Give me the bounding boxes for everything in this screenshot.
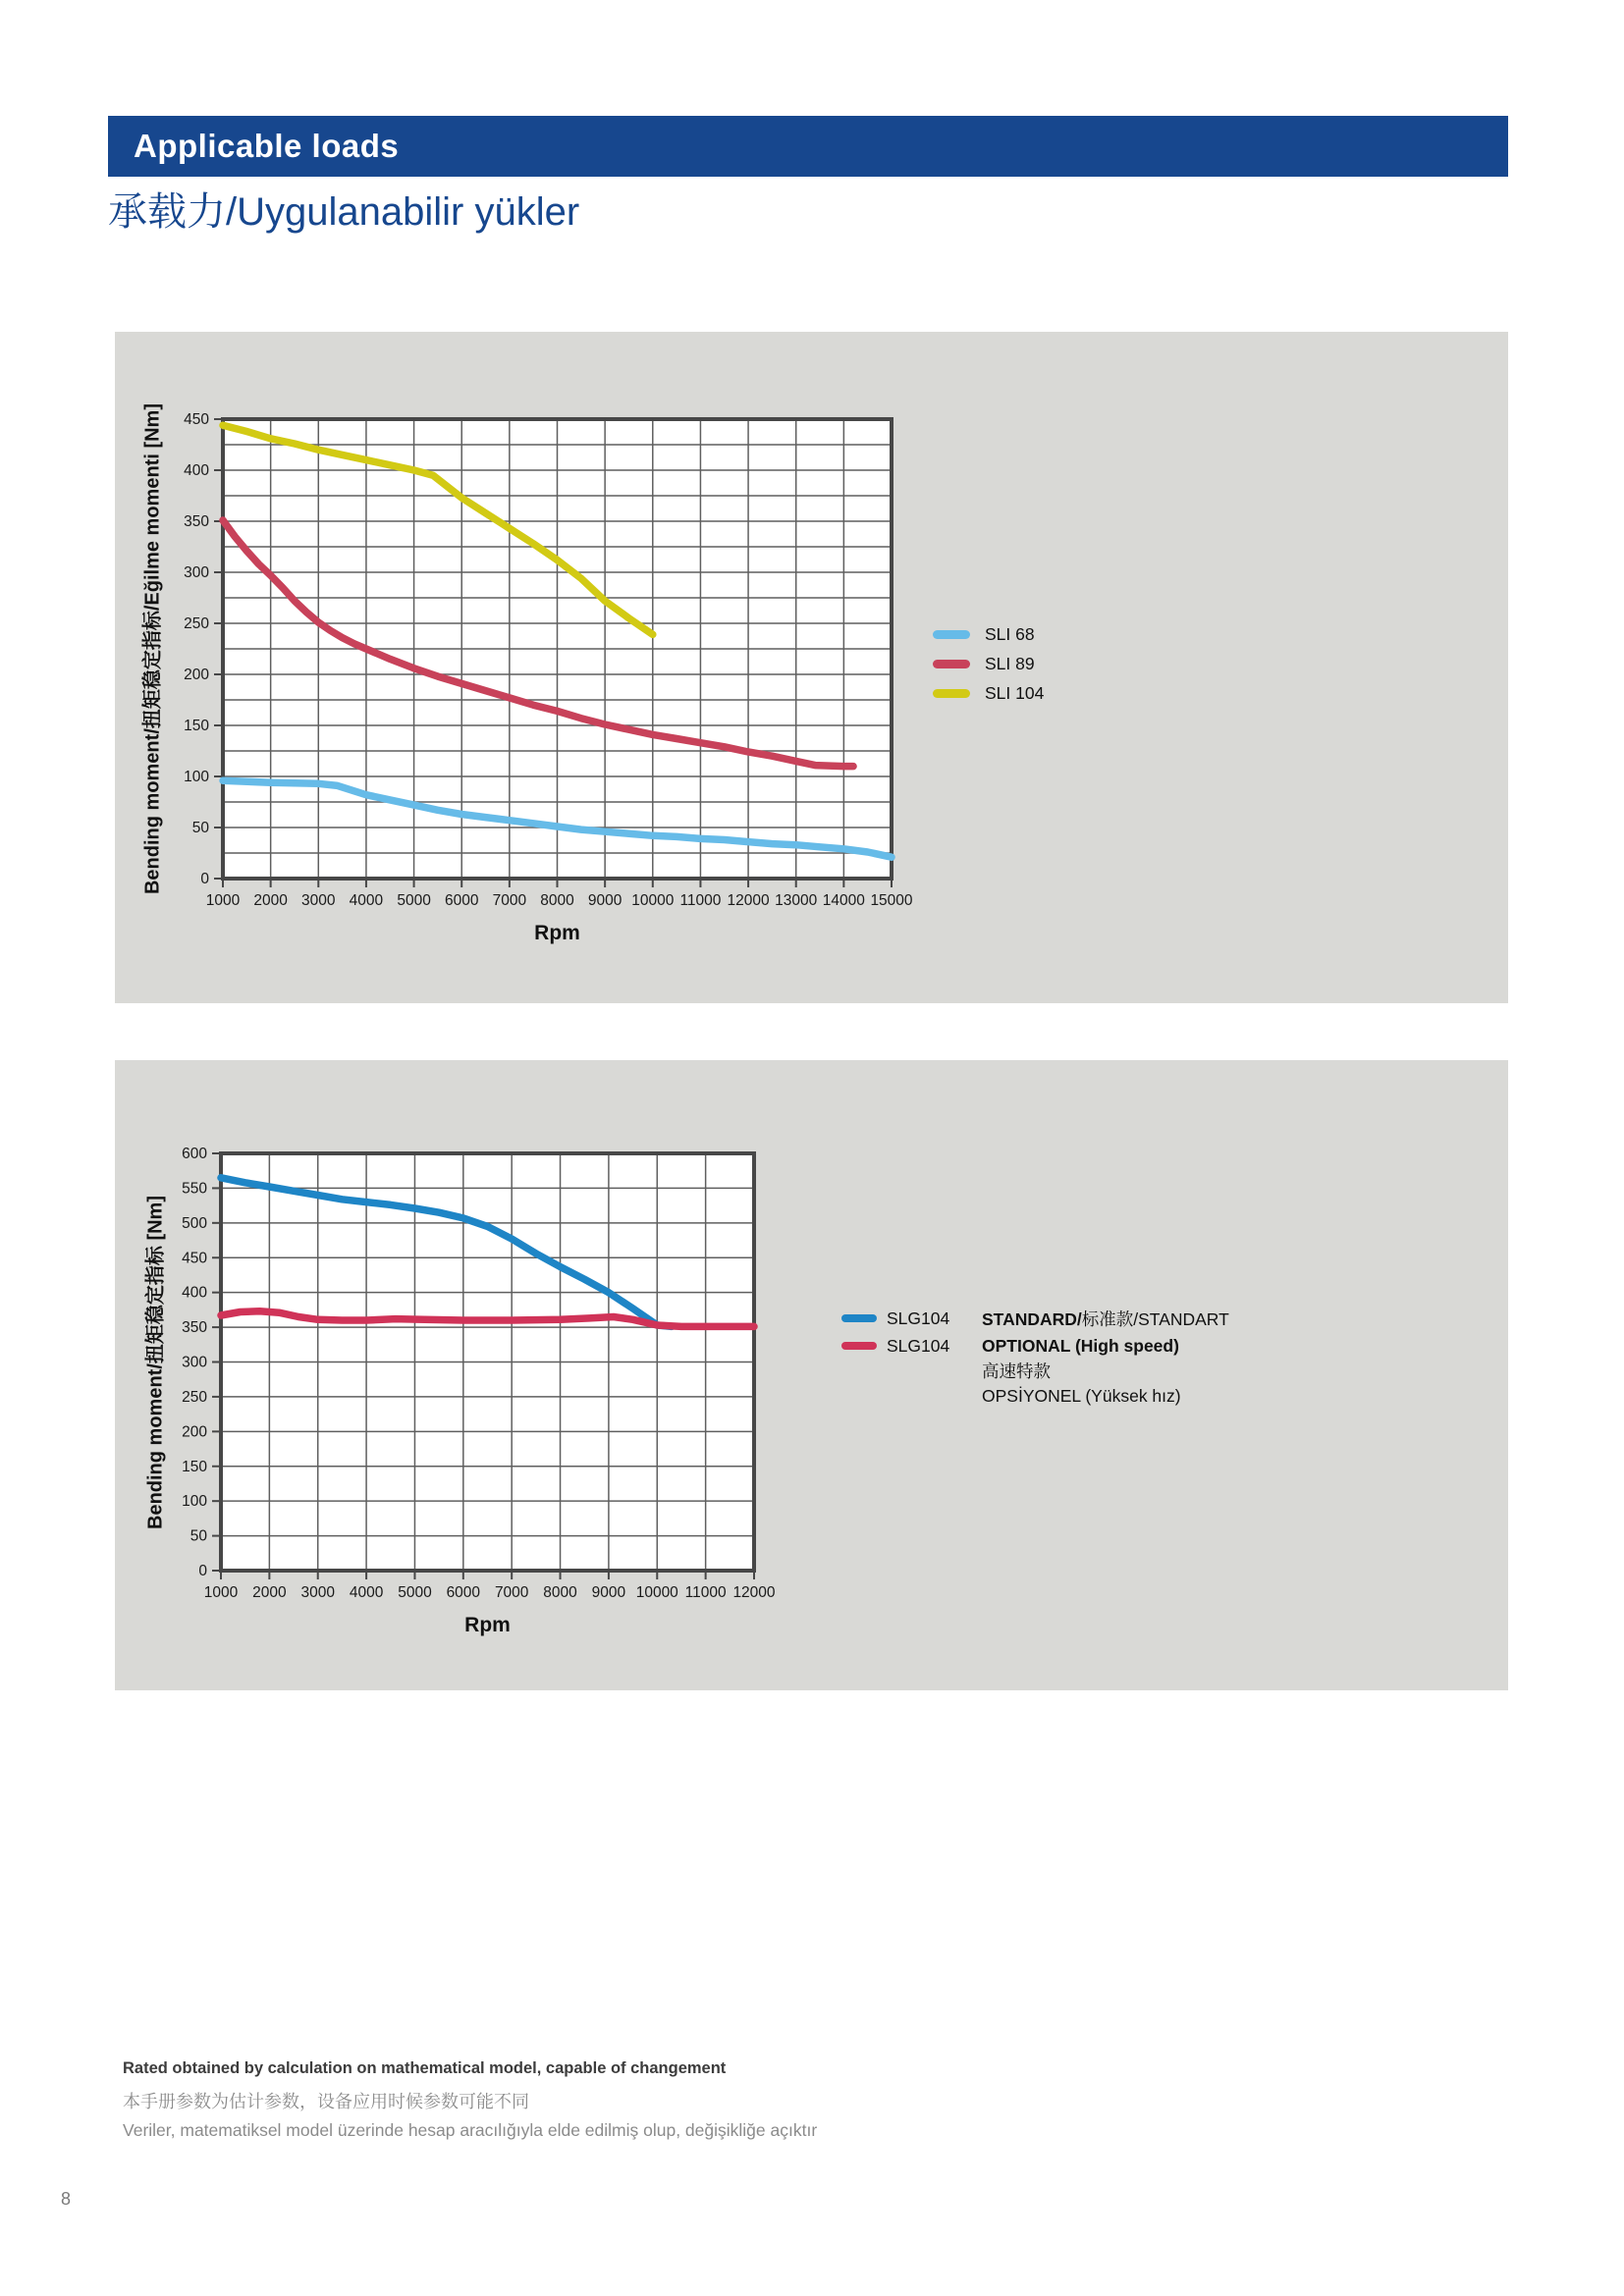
svg-text:6000: 6000 (446, 1584, 481, 1601)
page-subtitle: 承载力/Uygulanabilir yükler (108, 190, 580, 234)
svg-text:9000: 9000 (587, 892, 623, 909)
svg-text:50: 50 (191, 820, 209, 836)
svg-text:0: 0 (198, 1563, 207, 1579)
slg104-chart-panel (115, 1060, 1508, 1690)
svg-text:12000: 12000 (727, 892, 770, 909)
svg-text:10000: 10000 (631, 892, 675, 909)
svg-text:5000: 5000 (398, 1584, 432, 1601)
svg-text:200: 200 (184, 667, 209, 683)
svg-text:450: 450 (184, 411, 209, 428)
svg-text:11000: 11000 (679, 892, 722, 909)
legend-item (933, 649, 1044, 678)
svg-text:10000: 10000 (635, 1584, 678, 1601)
page-title: Applicable loads (134, 128, 400, 164)
sli-chart-legend (933, 619, 1044, 708)
svg-text:Rpm: Rpm (534, 922, 580, 944)
legend-label: SLI 68 (985, 623, 1035, 644)
legend-model: SLG104 (887, 1335, 950, 1356)
svg-text:8000: 8000 (540, 892, 574, 909)
legend-label: SLI 89 (985, 653, 1035, 673)
svg-text:600: 600 (182, 1146, 207, 1162)
legend-label (982, 1336, 1179, 1357)
footer-note-tr: Veriler, matematiksel model üzerinde hesap aracılığıyla elde edilmiş olup, değişikliğe açıktır (123, 2120, 818, 2140)
svg-text:550: 550 (182, 1180, 207, 1198)
legend-label: SLI 104 (985, 682, 1045, 703)
svg-text:13000: 13000 (775, 892, 818, 909)
footer-note-en: Rated obtained by calculation on mathematical model, capable of changement (123, 2059, 727, 2077)
svg-text:150: 150 (184, 718, 209, 734)
svg-text:11000: 11000 (684, 1584, 727, 1601)
svg-text:400: 400 (182, 1284, 207, 1302)
sli-chart-y-axis-title: Bending moment/扭矩稳定指标/Eğilme momenti [Nm] (141, 402, 164, 895)
svg-text:350: 350 (182, 1319, 207, 1337)
page-number: 8 (61, 2189, 72, 2209)
svg-text:2000: 2000 (252, 1584, 287, 1601)
sli104-color-swatch (933, 689, 970, 698)
svg-text:50: 50 (189, 1527, 207, 1545)
svg-text:300: 300 (184, 564, 209, 581)
svg-text:250: 250 (184, 615, 209, 632)
svg-text:1000: 1000 (203, 1584, 239, 1601)
svg-text:200: 200 (182, 1423, 207, 1441)
sli89-color-swatch (933, 660, 970, 668)
svg-text:350: 350 (184, 513, 209, 530)
legend-item (933, 619, 1044, 649)
svg-text:400: 400 (184, 462, 209, 479)
svg-text:3000: 3000 (301, 892, 336, 909)
svg-text:2000: 2000 (253, 892, 288, 909)
svg-text:450: 450 (182, 1250, 207, 1267)
svg-text:12000: 12000 (732, 1584, 776, 1601)
svg-text:5000: 5000 (397, 892, 431, 909)
legend-label-bold: STANDARD/ (982, 1308, 1082, 1329)
legend-label (982, 1307, 1229, 1331)
svg-text:8000: 8000 (543, 1584, 577, 1601)
svg-text:250: 250 (182, 1388, 207, 1406)
svg-text:4000: 4000 (349, 1584, 384, 1601)
section-header-bar (108, 116, 1508, 177)
svg-text:7000: 7000 (492, 892, 527, 909)
svg-text:500: 500 (182, 1214, 207, 1232)
svg-text:1000: 1000 (205, 892, 241, 909)
slg-standard-color-swatch (841, 1314, 877, 1322)
svg-text:14000: 14000 (822, 892, 865, 909)
legend-sub-label-tr: OPSİYONEL (Yüksek hız) (982, 1386, 1181, 1406)
svg-text:100: 100 (184, 769, 209, 785)
slg-optional-color-swatch (841, 1342, 877, 1350)
sli-chart-panel (115, 332, 1508, 1003)
svg-text:6000: 6000 (444, 892, 479, 909)
legend-model: SLG104 (887, 1308, 950, 1328)
footer-notes (123, 2059, 817, 2141)
legend-label-bold: OPTIONAL (High speed) (982, 1335, 1179, 1356)
svg-text:4000: 4000 (349, 892, 384, 909)
sli-bending-moment-chart (115, 332, 1508, 1003)
svg-text:15000: 15000 (870, 892, 913, 909)
svg-text:0: 0 (200, 871, 209, 887)
svg-text:150: 150 (182, 1458, 207, 1475)
legend-label-rest: 标准款/STANDART (1081, 1308, 1229, 1329)
legend-item (841, 1332, 1229, 1360)
svg-text:9000: 9000 (591, 1584, 626, 1601)
legend-item (933, 678, 1044, 708)
sli68-color-swatch (933, 630, 970, 639)
svg-text:3000: 3000 (300, 1584, 335, 1601)
footer-note-cn: 本手册参数为估计参数，设备应用时候参数可能不同 (123, 2092, 529, 2111)
slg104-chart-legend (841, 1305, 1229, 1409)
legend-item (841, 1305, 1229, 1332)
svg-text:7000: 7000 (494, 1584, 529, 1601)
svg-text:300: 300 (182, 1354, 207, 1371)
svg-text:100: 100 (182, 1493, 207, 1511)
svg-text:Rpm: Rpm (464, 1614, 511, 1636)
legend-sub-label-cn: 高速特款 (982, 1362, 1051, 1381)
slg104-chart-y-axis-title: Bending moment/扭矩稳定指标 [Nm] (144, 1196, 167, 1529)
slg104-bending-moment-chart (115, 1060, 1508, 1690)
